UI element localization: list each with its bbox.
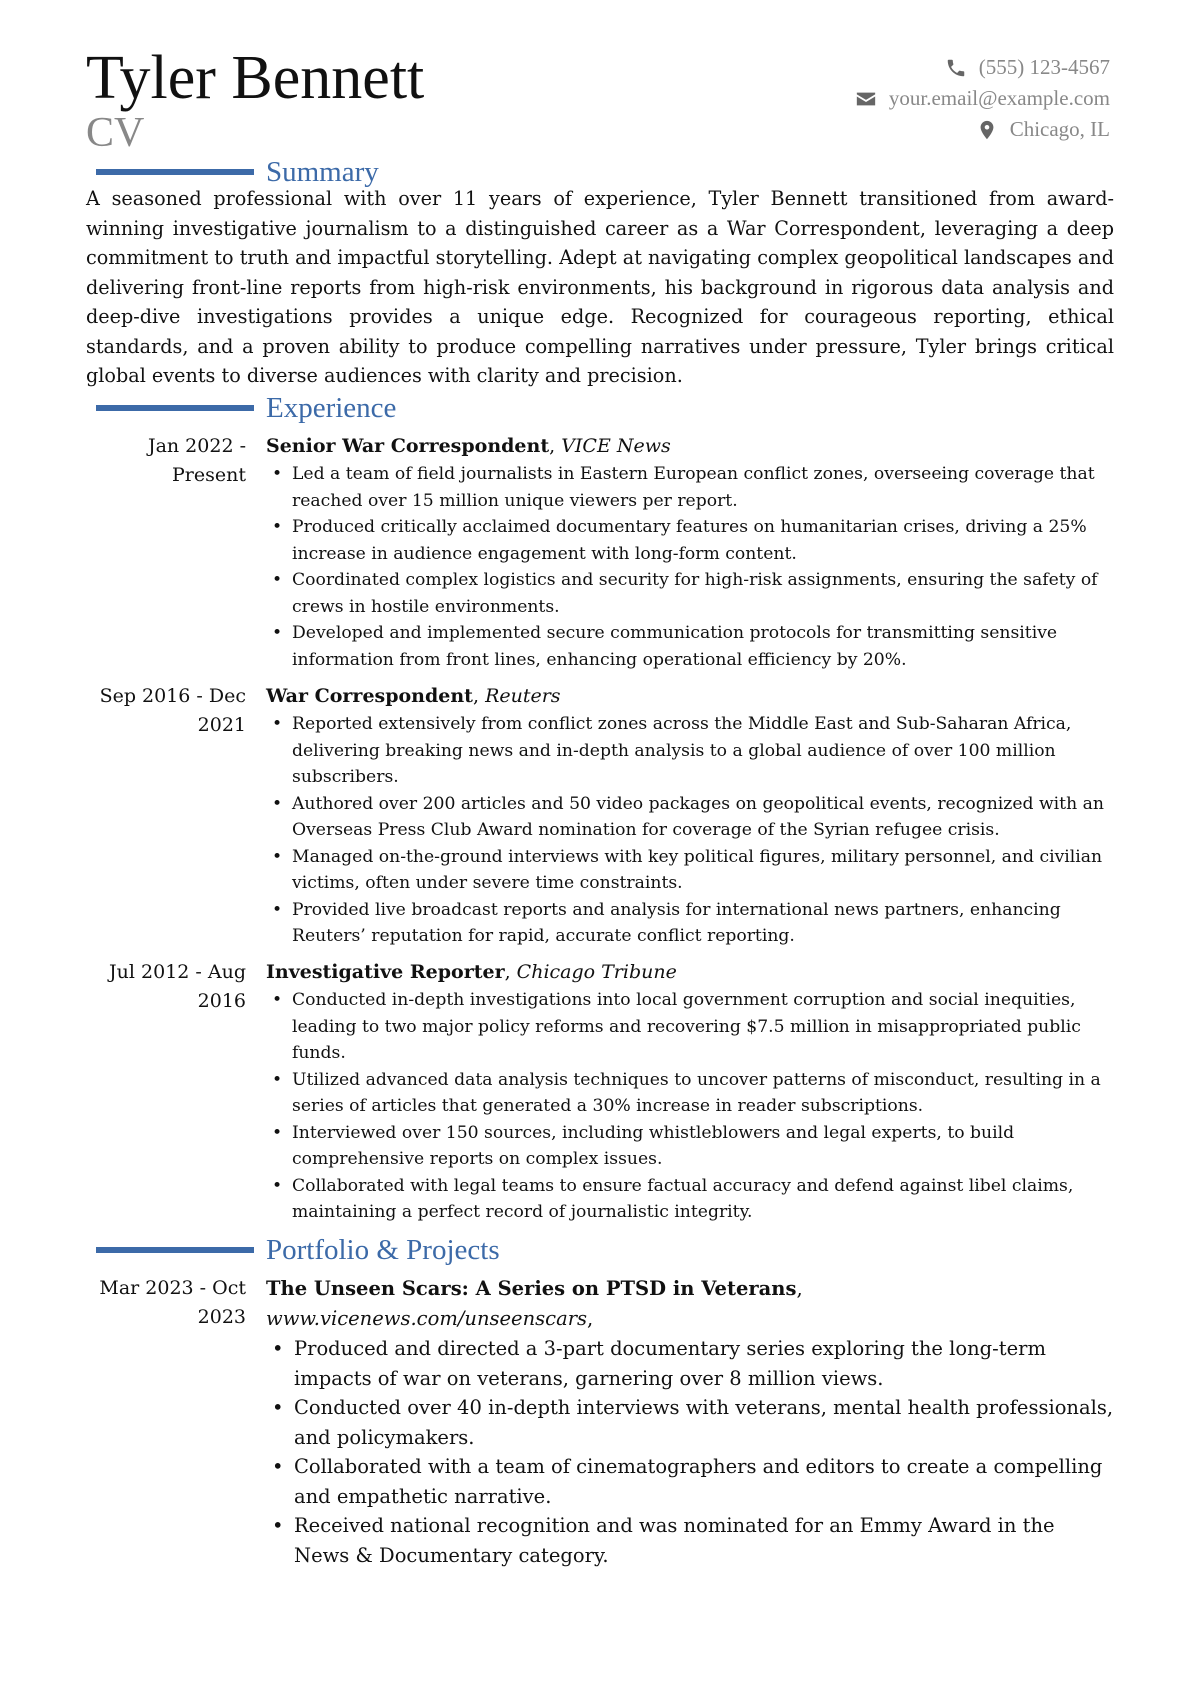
list-item: • Coordinated complex logistics and security for high-risk assignments, ensuring the safety of crews in hostile environments. (266, 567, 1116, 620)
entry-title: The Unseen Scars: A Series on PTSD in Veterans, www.vicenews.com/unseenscars, (266, 1277, 803, 1330)
section-title: Summary (266, 155, 379, 188)
entry-bullets (266, 711, 1116, 950)
project-link[interactable]: www.vicenews.com/unseenscars (266, 1307, 588, 1330)
list-item: • Reported extensively from conflict zones across the Middle East and Sub-Saharan Africa, delivering breaking news and in-depth analysis to a global audience of over 100 million subscribers. (266, 711, 1116, 791)
list-item: • Collaborated with a team of cinematographers and editors to create a compelling and empathetic narrative. (266, 1452, 1116, 1511)
entry-title: Investigative Reporter, Chicago Tribune (266, 961, 677, 983)
entry-title: Senior War Correspondent, VICE News (266, 435, 671, 457)
entry-body (266, 958, 1116, 1226)
contact-email[interactable] (855, 83, 1110, 114)
section-accent-bar (96, 1247, 254, 1253)
summary-text: A seasoned professional with over 11 years of experience, Tyler Bennett transitioned from award-winning investigative journalism to a distinguished career as a War Correspondent, leveraging a deep commitment to truth and impactful storytelling. Adept at navigating complex geopolitical landscapes and delivering front-line reports from high-risk environments, his background in rigorous data analysis and deep-dive investigations provides a unique edge. Recognized for courageous reporting, ethical standards, and a proven ability to produce compelling narratives under pressure, Tyler brings critical global events to diverse audiences with clarity and precision. (86, 187, 1114, 387)
envelope-icon (855, 88, 877, 110)
entry-org: Chicago Tribune (516, 961, 677, 983)
entry-org: Reuters (485, 685, 561, 707)
entry-body (266, 1274, 1116, 1570)
entry-body (266, 682, 1116, 950)
contact-location (855, 114, 1110, 145)
map-marker-icon (976, 119, 998, 141)
list-item: • Produced and directed a 3-part documentary series exploring the long-term impacts of war on veterans, garnering over 8 million views. (266, 1334, 1116, 1393)
entry-role: War Correspondent (266, 685, 473, 707)
section-title: Portfolio & Projects (266, 1233, 500, 1266)
entry-bullets (266, 987, 1116, 1226)
list-item: • Collaborated with legal teams to ensure factual accuracy and defend against libel claims, maintaining a perfect record of journalistic integrity. (266, 1173, 1116, 1226)
candidate-name: Tyler Bennett (86, 44, 425, 112)
list-item: • Produced critically acclaimed documentary features on humanitarian crises, driving a 25% increase in audience engagement with long-form content. (266, 514, 1116, 567)
contact-phone[interactable] (855, 52, 1110, 83)
section-title: Experience (266, 391, 397, 424)
entry-org: VICE News (561, 435, 671, 457)
list-item: • Managed on-the-ground interviews with key political figures, military personnel, and civilian victims, often under severe time constraints. (266, 844, 1116, 897)
list-item: • Led a team of field journalists in Eastern European conflict zones, overseeing coverage that reached over 15 million unique viewers per report. (266, 461, 1116, 514)
list-item: • Utilized advanced data analysis techniques to uncover patterns of misconduct, resulting in a series of articles that generated a 30% increase in reader subscriptions. (266, 1067, 1116, 1120)
contact-block (855, 52, 1110, 145)
entry-date: Mar 2023 - Oct 2023 (99, 1277, 246, 1328)
list-item: • Developed and implemented secure communication protocols for transmitting sensitive information from front lines, enhancing operational efficiency by 20%. (266, 620, 1116, 673)
phone-text: (555) 123-4567 (978, 55, 1110, 79)
entry-role: Investigative Reporter (266, 961, 505, 983)
email-text: your.email@example.com (888, 86, 1110, 110)
entry-bullets (266, 1334, 1116, 1570)
section-projects-heading (96, 1230, 500, 1270)
phone-icon (945, 57, 967, 79)
entry-date: Jan 2022 - Present (147, 435, 246, 486)
section-experience-heading (96, 388, 396, 428)
section-accent-bar (96, 405, 254, 411)
entry-date: Sep 2016 - Dec 2021 (99, 685, 246, 736)
list-item: • Received national recognition and was nominated for an Emmy Award in the News & Documentary category. (266, 1511, 1116, 1570)
entry-role: The Unseen Scars: A Series on PTSD in Veterans (266, 1277, 797, 1300)
entry-bullets (266, 461, 1116, 673)
entry-date: Jul 2012 - Aug 2016 (109, 961, 246, 1012)
location-text: Chicago, IL (1009, 117, 1110, 141)
list-item: • Conducted in-depth investigations into local government corruption and social inequities, leading to two major policy reforms and recovering $7.5 million in misappropriated public funds. (266, 987, 1116, 1067)
section-accent-bar (96, 169, 254, 175)
list-item: • Authored over 200 articles and 50 video packages on geopolitical events, recognized with an Overseas Press Club Award nomination for coverage of the Syrian refugee crisis. (266, 791, 1116, 844)
list-item: • Provided live broadcast reports and analysis for international news partners, enhancing Reuters’ reputation for rapid, accurate conflict reporting. (266, 897, 1116, 950)
header (86, 44, 1110, 164)
entry-body (266, 432, 1116, 673)
entry-title: War Correspondent, Reuters (266, 685, 561, 707)
document-subtitle: CV (86, 110, 145, 156)
entry-role: Senior War Correspondent (266, 435, 550, 457)
list-item: • Interviewed over 150 sources, including whistleblowers and legal experts, to build comprehensive reports on complex issues. (266, 1120, 1116, 1173)
list-item: • Conducted over 40 in-depth interviews with veterans, mental health professionals, and policymakers. (266, 1393, 1116, 1452)
